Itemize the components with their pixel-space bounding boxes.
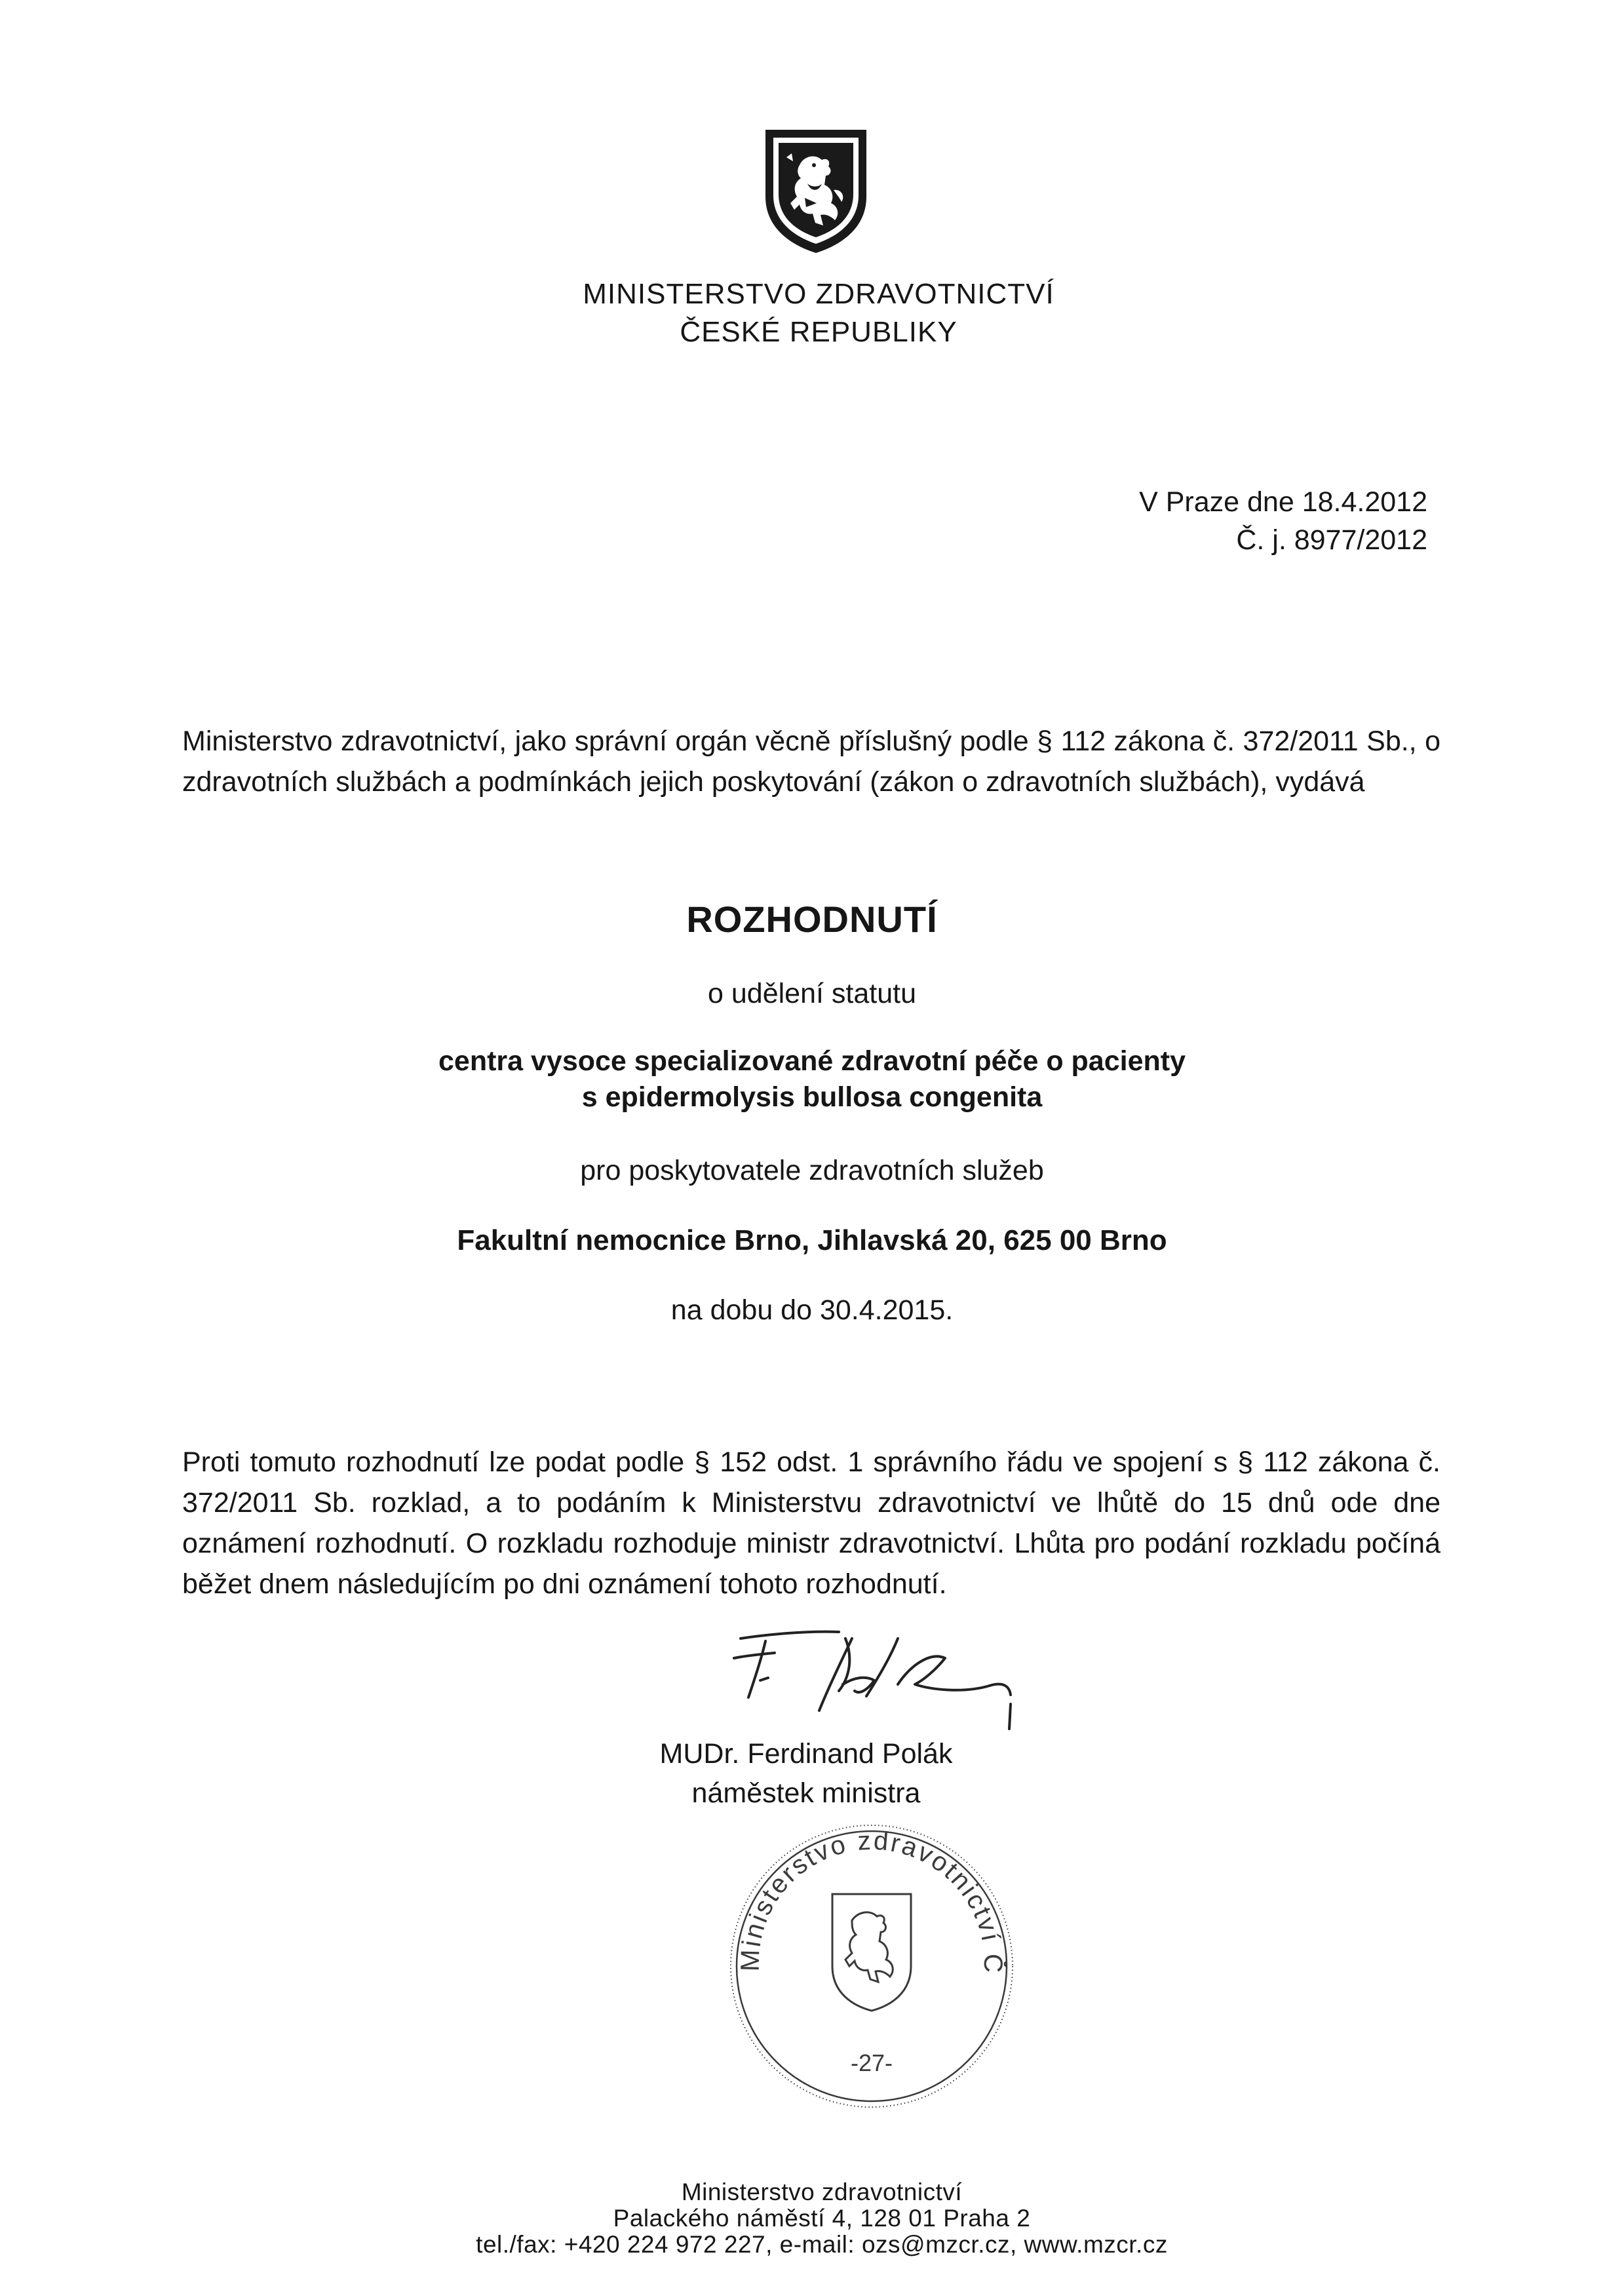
provider-label: pro poskytovatele zdravotních služeb [580,1155,1044,1186]
czech-lion-coat-of-arms-icon [760,125,872,256]
footer-contact: tel./fax: +420 224 972 227, e-mail: ozs@mzcr.cz, www.mzcr.cz [476,2231,1168,2258]
validity-period: na dobu do 30.4.2015. [670,1294,954,1326]
svg-text:Ministerstvo zdravotnictví Čes: Ministerstvo zdravotnictví Č [735,1826,1008,1975]
stamp-number: -27- [850,2049,893,2076]
appeal-paragraph: Proti tomuto rozhodnutí lze podat podle § 152 odst. 1 správního řádu ve spojení s § 112 zákona č. 372/2011 Sb. rozklad, a to podáním k Ministerstvu zdravotnictví ve lhůtě do 15 dnů ode dne oznámení rozhodnutí. O rozkladu rozhoduje ministr zdravotnictví. Lhůta pro podání rozkladu počíná běžet dnem následujícím po dni oznámení tohoto rozhodnutí. [182,1446,1440,1600]
centre-title-line1: centra vysoce specializované zdravotní péče o pacienty [438,1045,1186,1077]
official-stamp [721,1815,1022,2117]
provider-name: Fakultní nemocnice Brno, Jihlavská 20, 625 00 Brno [457,1224,1167,1256]
decision-subtitle: o udělení statutu [708,978,916,1009]
reference-number: Č. j. 8977/2012 [1236,524,1427,556]
footer-address: Palackého náměstí 4, 128 01 Praha 2 [613,2205,1031,2232]
date-line: V Praze dne 18.4.2012 [1139,486,1427,518]
centre-title-line2: s epidermolysis bullosa congenita [581,1081,1043,1113]
intro-paragraph: Ministerstvo zdravotnictví, jako správní orgán věcně příslušný podle § 112 zákona č. 372/2011 Sb., o zdravotních službách a podmínkách jejich poskytování (zákon o zdravotních službách), vydává [182,726,1440,798]
signer-role: náměstek ministra [691,1777,921,1809]
ministry-name: MINISTERSTVO ZDRAVOTNICTVÍ [583,278,1054,310]
ministry-country: ČESKÉ REPUBLIKY [680,316,957,348]
decision-title: ROZHODNUTÍ [686,899,938,940]
signature-image [714,1612,1055,1737]
footer-ministry: Ministerstvo zdravotnictví [681,2179,963,2205]
signer-name: MUDr. Ferdinand Polák [659,1738,953,1770]
